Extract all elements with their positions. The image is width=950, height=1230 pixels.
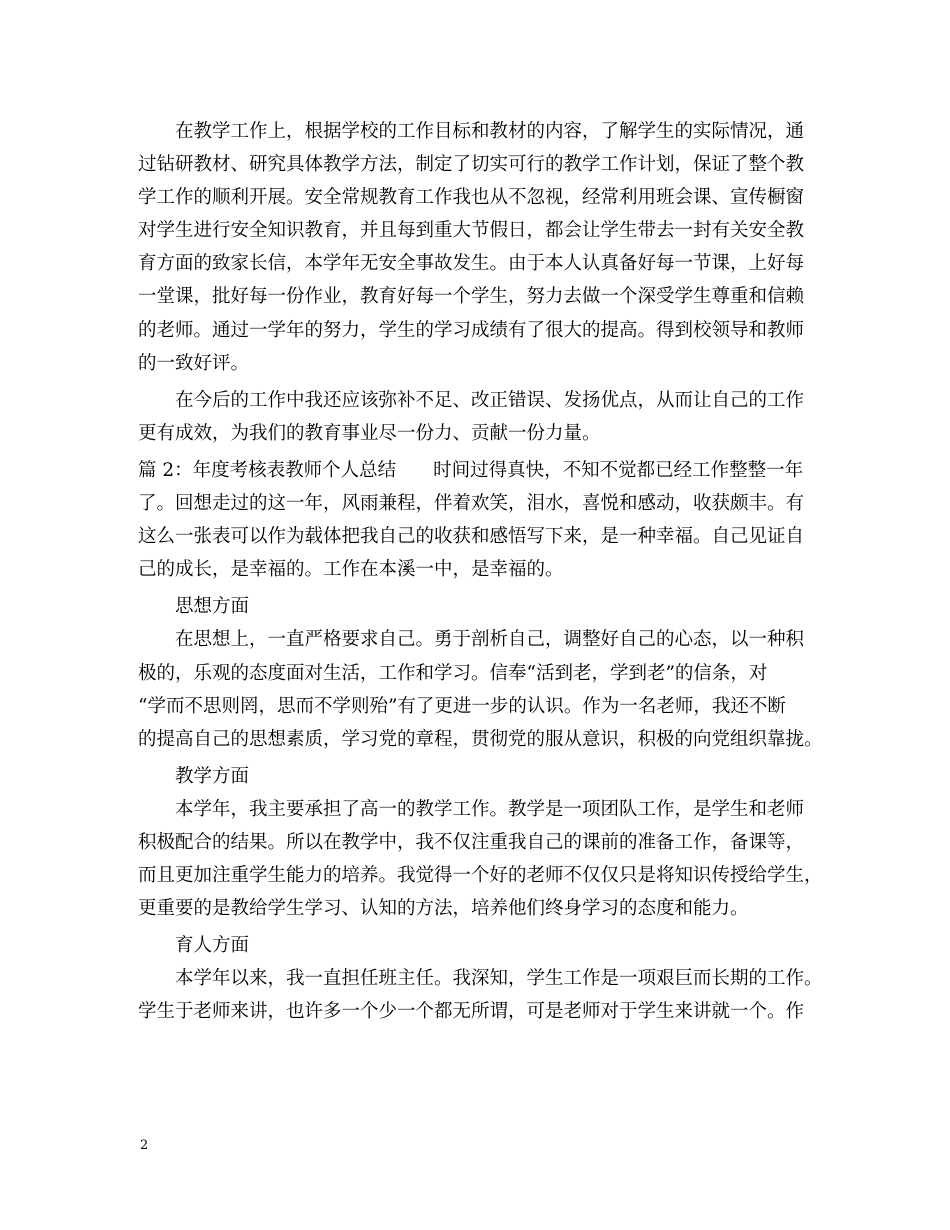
- text-line: 育方面的致家长信，本学年无安全事故发生。由于本人认真备好每一节课，上好每: [138, 253, 805, 275]
- text-line: 篇 2：年度考核表教师个人总结 时间过得真快，不知不觉都已经工作整整一年: [138, 459, 804, 481]
- text-line: 极的，乐观的态度面对生活，工作和学习。信奉“活到老，学到老”的信条，对: [138, 662, 768, 684]
- text-line: 过钻研教材、研究具体教学方法，制定了切实可行的教学工作计划，保证了整个教: [138, 154, 805, 176]
- text-line: 在教学工作上，根据学校的工作目标和教材的内容，了解学生的实际情况，通: [175, 121, 805, 142]
- text-line: 了。回想走过的这一年，风雨兼程，伴着欢笑，泪水，喜悦和感动，收获颇丰。有: [138, 493, 805, 515]
- text-line: 思想方面: [175, 596, 250, 618]
- text-line: 积极配合的结果。所以在教学中，我不仅注重我自己的课前的准备工作，备课等，: [138, 831, 805, 853]
- text-line: 对学生进行安全知识教育，并且每到重大节假日，都会让学生带去一封有关安全教: [138, 220, 805, 242]
- text-line: 在今后的工作中我还应该弥补不足、改正错误、发扬优点，从而让自己的工作: [175, 389, 805, 411]
- text-line: 的一致好评。: [138, 352, 250, 374]
- text-line: “学而不思则罔，思而不学则殆”有了更进一步的认识。作为一名老师，我还不断: [138, 695, 786, 717]
- body-text: [138, 115, 838, 1029]
- text-line: 更有成效，为我们的教育事业尽一份力、贡献一份力量。: [138, 422, 601, 444]
- text-line: 本学年以来，我一直担任班主任。我深知，学生工作是一项艰巨而长期的工作。: [175, 968, 823, 990]
- text-line: 学工作的顺利开展。安全常规教育工作我也从不忽视，经常利用班会课、宣传橱窗: [138, 187, 805, 209]
- text-line: 一堂课，批好每一份作业，教育好每一个学生，努力去做一个深受学生尊重和信赖: [138, 286, 805, 308]
- text-line: 育人方面: [175, 935, 250, 957]
- text-line: 在思想上，一直严格要求自己。勇于剖析自己，调整好自己的心态，以一种积: [175, 629, 805, 651]
- text-line: 己的成长，是幸福的。工作在本溪一中，是幸福的。: [138, 559, 564, 581]
- text-line: 的老师。通过一学年的努力，学生的学习成绩有了很大的提高。得到校领导和教师: [138, 319, 805, 341]
- text-line: 这么一张表可以作为载体把我自己的收获和感悟写下来，是一种幸福。自己见证自: [138, 526, 805, 548]
- text-line: 的提高自己的思想素质，学习党的章程，贯彻党的服从意识，积极的向党组织靠拢。: [138, 728, 823, 750]
- text-line: 而且更加注重学生能力的培养。我觉得一个好的老师不仅仅只是将知识传授给学生，: [138, 865, 823, 887]
- page-number: 2: [140, 1138, 149, 1153]
- text-line: 学生于老师来讲，也许多一个少一个都无所谓，可是老师对于学生来讲就一个。作: [138, 1001, 805, 1023]
- text-line: 本学年，我主要承担了高一的教学工作。教学是一项团队工作，是学生和老师: [175, 798, 805, 820]
- text-line: 更重要的是教给学生学习、认知的方法，培养他们终身学习的态度和能力。: [138, 898, 749, 920]
- text-line: 教学方面: [175, 765, 250, 787]
